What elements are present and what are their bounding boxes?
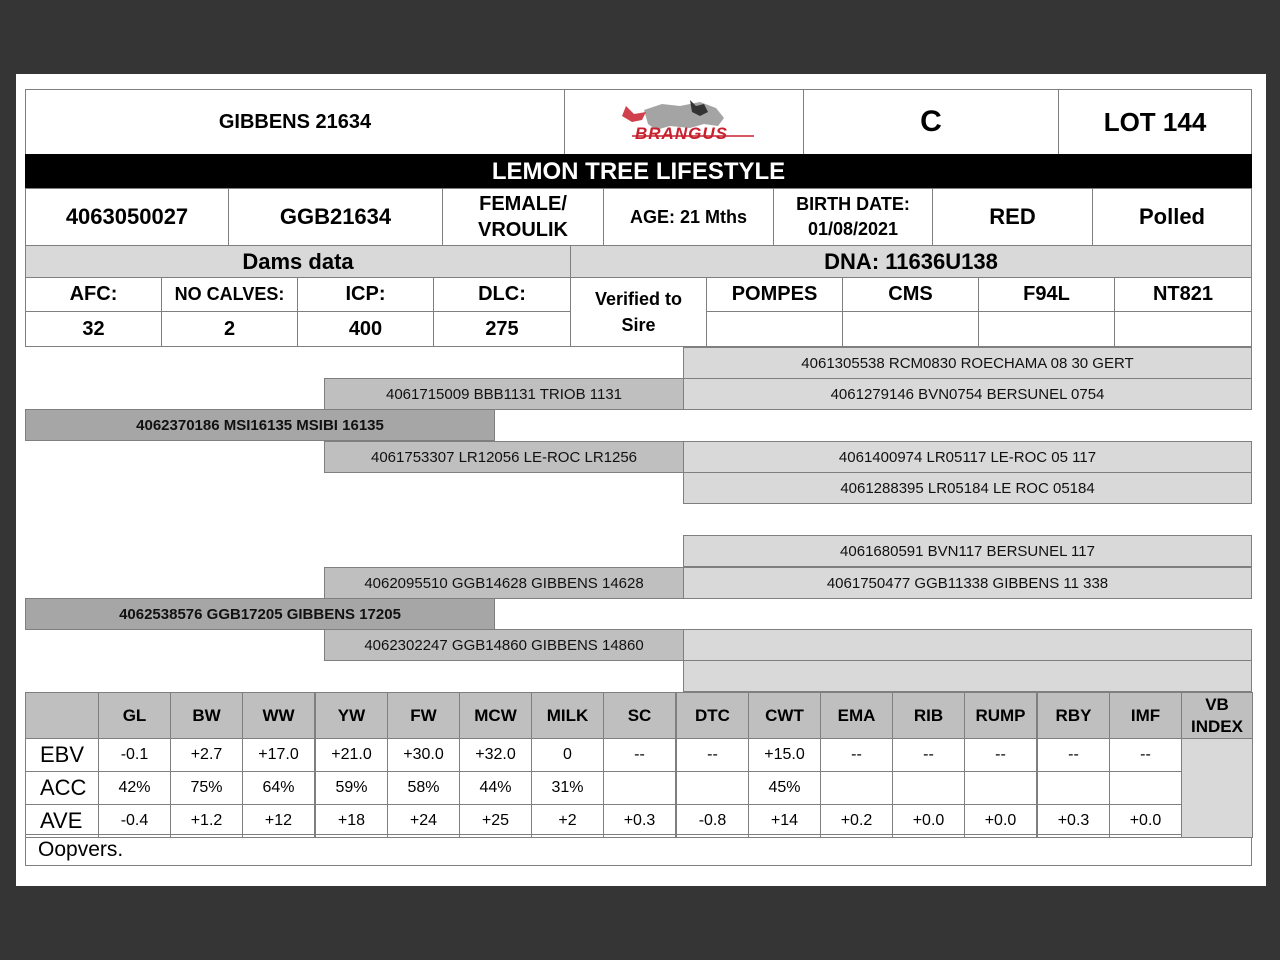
ebv-cell: -0.1 [98, 738, 171, 772]
ebv-row-label-ebv: EBV [25, 738, 99, 772]
sex-line1: FEMALE/ [479, 193, 567, 215]
birth-date [773, 188, 933, 246]
dna-heading: DNA: 11636U138 [570, 245, 1252, 278]
ebv-cell: +14 [748, 804, 821, 838]
logo-text: BRANGUS [635, 124, 728, 143]
ebv-cell: -- [892, 738, 965, 772]
ebv-col-rump: RUMP [964, 692, 1037, 739]
ebv-cell [1037, 771, 1110, 805]
ebv-cell: -- [603, 738, 676, 772]
pedigree-dam-dam-sire [683, 629, 1252, 661]
ebv-cell [820, 771, 893, 805]
verified-line1: Verified to [594, 289, 683, 309]
grade: C [803, 89, 1059, 155]
vb-index-value [1181, 738, 1253, 838]
ebv-col-ema: EMA [820, 692, 893, 739]
icp-label: ICP: [297, 277, 434, 312]
ebv-cell: +17.0 [242, 738, 315, 772]
pedigree-sire-sire-sire: 4061305538 RCM0830 ROECHAMA 08 30 GERT [683, 347, 1252, 379]
ebv-cell: 0 [531, 738, 604, 772]
ebv-col-imf: IMF [1109, 692, 1182, 739]
ebv-header-corner [25, 692, 99, 739]
ebv-cell: +24 [387, 804, 460, 838]
ebv-row-label-acc: ACC [25, 771, 99, 805]
ebv-cell: +21.0 [315, 738, 388, 772]
vb-index-line2: INDEX [1191, 716, 1243, 736]
pedigree-dam-dam: 4062302247 GGB14860 GIBBENS 14860 [324, 629, 684, 661]
sex [442, 188, 604, 246]
pedigree-sire: 4062370186 MSI16135 MSIBI 16135 [25, 409, 495, 441]
dna-test-cms: CMS [842, 277, 979, 312]
ebv-cell: 59% [315, 771, 388, 805]
vb-index-line1: VB [1205, 694, 1229, 714]
ebv-col-fw: FW [387, 692, 460, 739]
pedigree-sire-dam: 4061753307 LR12056 LE-ROC LR1256 [324, 441, 684, 473]
ebv-cell: +0.2 [820, 804, 893, 838]
dna-result-nt821 [1114, 311, 1252, 347]
ebv-cell: +25 [459, 804, 532, 838]
verified-to-sire [570, 277, 707, 347]
verified-line2: Sire [621, 315, 656, 335]
color: RED [932, 188, 1093, 246]
birth-date-label: BIRTH DATE: [796, 194, 910, 214]
vb-index-header [1181, 692, 1253, 739]
no-calves-label: NO CALVES: [161, 277, 298, 312]
animal-id: GGB21634 [228, 188, 443, 246]
pedigree-dam-sire-dam: 4061750477 GGB11338 GIBBENS 11 338 [683, 567, 1252, 599]
dna-result-pompes [706, 311, 843, 347]
ebv-col-sc: SC [603, 692, 676, 739]
dlc-label: DLC: [433, 277, 571, 312]
ebv-cell: +0.0 [1109, 804, 1182, 838]
pedigree-sire-sire: 4061715009 BBB1131 TRIOB 1131 [324, 378, 684, 410]
horn-status: Polled [1092, 188, 1252, 246]
dna-result-f94l [978, 311, 1115, 347]
no-calves-value: 2 [161, 311, 298, 347]
ebv-cell: 42% [98, 771, 171, 805]
ebv-cell: -- [1109, 738, 1182, 772]
ebv-cell [676, 771, 749, 805]
pedigree-dam-sire-sire: 4061680591 BVN117 BERSUNEL 117 [683, 535, 1252, 567]
afc-value: 32 [25, 311, 162, 347]
ebv-col-rby: RBY [1037, 692, 1110, 739]
ebv-cell: +18 [315, 804, 388, 838]
pedigree-sire-dam-dam: 4061288395 LR05184 LE ROC 05184 [683, 472, 1252, 504]
ebv-row-label-ave: AVE [25, 804, 99, 838]
dlc-value: 275 [433, 311, 571, 347]
pedigree-sire-dam-sire: 4061400974 LR05117 LE-ROC 05 117 [683, 441, 1252, 473]
lot-number: LOT 144 [1058, 89, 1252, 155]
ebv-cell: +0.0 [964, 804, 1037, 838]
ebv-cell: 45% [748, 771, 821, 805]
ebv-cell: 75% [170, 771, 243, 805]
ebv-cell: +2.7 [170, 738, 243, 772]
dna-test-f94l: F94L [978, 277, 1115, 312]
ebv-cell: +2 [531, 804, 604, 838]
dna-test-nt821: NT821 [1114, 277, 1252, 312]
ebv-cell: +1.2 [170, 804, 243, 838]
ebv-cell: -- [820, 738, 893, 772]
ebv-cell [964, 771, 1037, 805]
ebv-cell: -0.8 [676, 804, 749, 838]
animal-name: GIBBENS 21634 [25, 89, 565, 155]
brangus-logo [564, 89, 804, 155]
ebv-cell: +0.3 [1037, 804, 1110, 838]
ebv-col-milk: MILK [531, 692, 604, 739]
ebv-cell: 31% [531, 771, 604, 805]
ebv-cell: -- [676, 738, 749, 772]
ebv-col-mcw: MCW [459, 692, 532, 739]
ebv-cell: +32.0 [459, 738, 532, 772]
registration-number: 4063050027 [25, 188, 229, 246]
afc-label: AFC: [25, 277, 162, 312]
ebv-col-dtc: DTC [676, 692, 749, 739]
ebv-col-rib: RIB [892, 692, 965, 739]
ebv-cell: +30.0 [387, 738, 460, 772]
ebv-col-ww: WW [242, 692, 315, 739]
sex-line2: VROULIK [478, 219, 568, 241]
ebv-cell: +0.0 [892, 804, 965, 838]
pedigree-dam: 4062538576 GGB17205 GIBBENS 17205 [25, 598, 495, 630]
ebv-cell: 64% [242, 771, 315, 805]
pedigree-sire-sire-dam: 4061279146 BVN0754 BERSUNEL 0754 [683, 378, 1252, 410]
birth-date-value: 01/08/2021 [807, 219, 899, 239]
ebv-cell [603, 771, 676, 805]
pedigree-dam-dam-dam [683, 660, 1252, 692]
ebv-cell [1109, 771, 1182, 805]
ebv-col-cwt: CWT [748, 692, 821, 739]
ebv-col-yw: YW [315, 692, 388, 739]
ebv-cell: -- [1037, 738, 1110, 772]
ebv-cell: +12 [242, 804, 315, 838]
ebv-cell [892, 771, 965, 805]
ebv-col-gl: GL [98, 692, 171, 739]
pedigree-dam-sire: 4062095510 GGB14628 GIBBENS 14628 [324, 567, 684, 599]
dams-data-heading: Dams data [25, 245, 571, 278]
ebv-cell: -- [964, 738, 1037, 772]
dna-test-pompes: POMPES [706, 277, 843, 312]
age: AGE: 21 Mths [603, 188, 774, 246]
ebv-cell: 58% [387, 771, 460, 805]
ebv-cell: +15.0 [748, 738, 821, 772]
sale-card [16, 74, 1266, 886]
title-bar: LEMON TREE LIFESTYLE [25, 154, 1252, 189]
ebv-col-bw: BW [170, 692, 243, 739]
ebv-cell: -0.4 [98, 804, 171, 838]
icp-value: 400 [297, 311, 434, 347]
ebv-cell: 44% [459, 771, 532, 805]
dna-result-cms [842, 311, 979, 347]
ebv-cell: +0.3 [603, 804, 676, 838]
notes: Oopvers. [25, 834, 1252, 866]
